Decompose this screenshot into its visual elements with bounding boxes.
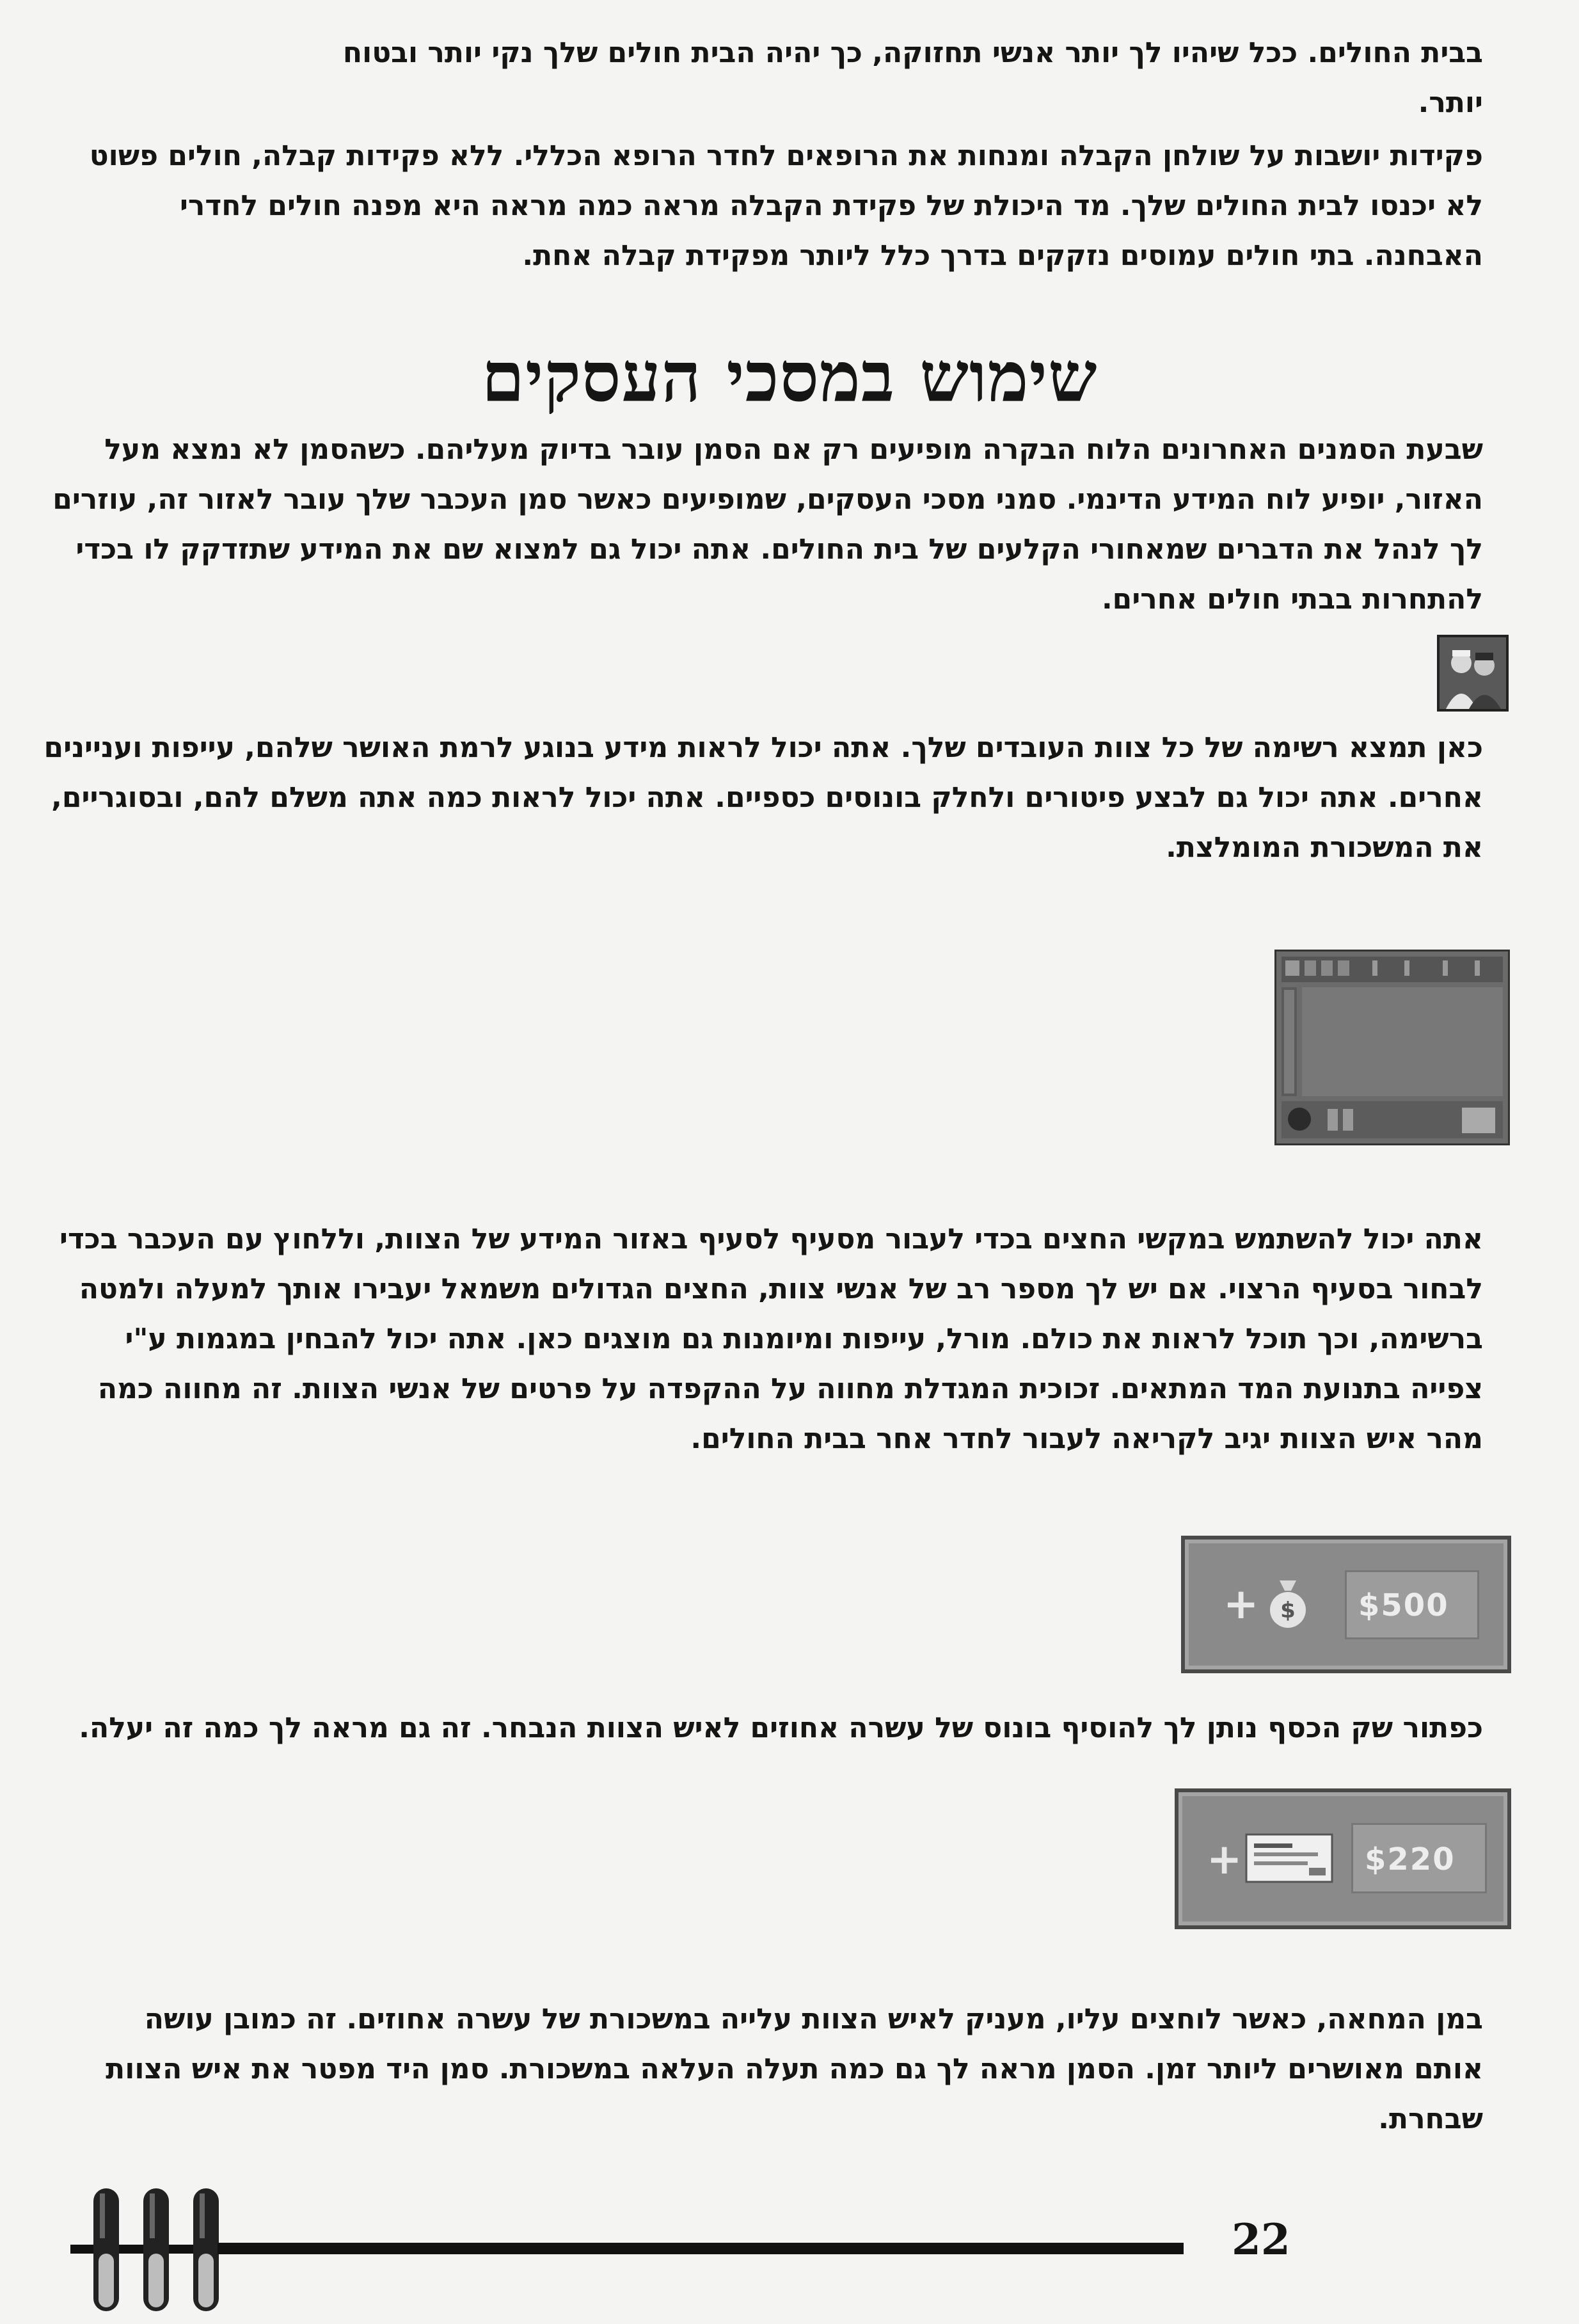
section-heading: שימוש במסכי העסקים: [481, 337, 1098, 418]
paragraph-maintenance: בבית החולים. ככל שיהיו לך יותר אנשי תחזוקה, כך יהיה הבית חולים שלך נקי יותר ובטוח יותר.: [342, 36, 1483, 119]
page-number: 22: [1232, 2215, 1290, 2264]
raise-price-box: [1351, 1823, 1487, 1893]
svg-text:$: $: [1280, 1598, 1296, 1623]
paragraph-receptionists: פקידות יושבות על שולחן הקבלה ומנחות את הרופאים לחדר הרופא הכללי. ללא פקידות קבלה, חולים פשוט לא יכנסו לבית החולים שלך. מד היכולת של פקידת הקבלה מראה כמה מראה היא מפנה חולים לחדרי האבחנה. בתי חולים עמוסים נזקקים בדרך כלל ליותר מפקידת קבלה אחת.: [89, 139, 1483, 272]
money-bag-icon: [1266, 1572, 1310, 1638]
paragraph-staff-list: כאן תמצא רשימה של כל צוות העובדים שלך. אתה יכול לראות מידע בנוגע לרמת האושר שלהם, עייפות ועניינים אחרים. אתה יכול גם לבצע פיטורים ולחלק בונוסים כספיים. אתה יכול לראות כמה אתה משלם להם, ובסוגריים, את המשכורת המומלצת.: [44, 731, 1483, 864]
bonus-button-illustration: [1181, 1536, 1511, 1673]
plus-sign: +: [1223, 1579, 1259, 1628]
footer-rule: [218, 2243, 1184, 2254]
plus-sign: +: [1207, 1835, 1242, 1884]
paragraph-money-bag: כפתור שק הכסף נותן לך להוסיף בונוס של עשרה אחוזים לאיש הצוות הנבחר. זה גם מראה לך כמה זה יעלה.: [79, 1712, 1483, 1744]
staff-screen-thumbnail: [1274, 950, 1510, 1145]
paragraph-business-screens: שבעת הסמנים האחרונים הלוח הבקרה מופיעים רק אם הסמן עובר בדיוק מעליהם. כשהסמן לא נמצא מעל האזור, יופיע לוח המידע הדינמי. סמני מסכי העסקים, שמופיעים כאשר סמן העכבר שלך עובר לאזור זה, עוזרים לך לנהל את הדברים שמאחורי הקלעים של בית החולים. אתה יכול גם למצוא שם את המידע שתזדקק לו בכדי להתחרות בבתי חולים אחרים.: [52, 433, 1483, 616]
bonus-price-box: [1345, 1570, 1479, 1639]
raise-price: $220: [1365, 1842, 1456, 1877]
raise-button-illustration: [1175, 1788, 1511, 1929]
check-icon: [1245, 1831, 1333, 1888]
bonus-price: $500: [1358, 1588, 1449, 1623]
paragraph-staff-navigation: אתה יכול להשתמש במקשי החצים בכדי לעבור מסעיף לסעיף באזור המידע של הצוות, וללחוץ עם העכבר בכדי לבחור בסעיף הרצוי. אם יש לך מספר רב של אנשי צוות, החצים הגדולים משמאל יעבירו אותך למעלה ולמטה ברשימה, וכך תוכל לראות את כולם. מורל, עייפות ומיומנות גם מוצגים כאן. אתה יכול להבחין במגמות ע"י צפייה בתנועת המד המתאים. זכוכית המגדלת מחווה על ההקפדה על פרטים של אנשי הצוות. זה מחווה כמה מהר איש הצוות יגיב לקריאה לעבור לחדר אחר בבית החולים.: [59, 1223, 1483, 1455]
staff-icon: [1437, 635, 1509, 712]
paragraph-check-and-hand: במן המחאה, כאשר לוחצים עליו, מעניק לאיש הצוות עלייה במשכורת של עשרה אחוזים. זה כמובן עושה אותם מאושרים ליותר זמן. הסמן מראה לך גם כמה תעלה העלאה במשכורת. סמן היד מפטר את איש הצוות שבחרת.: [106, 2003, 1483, 2135]
